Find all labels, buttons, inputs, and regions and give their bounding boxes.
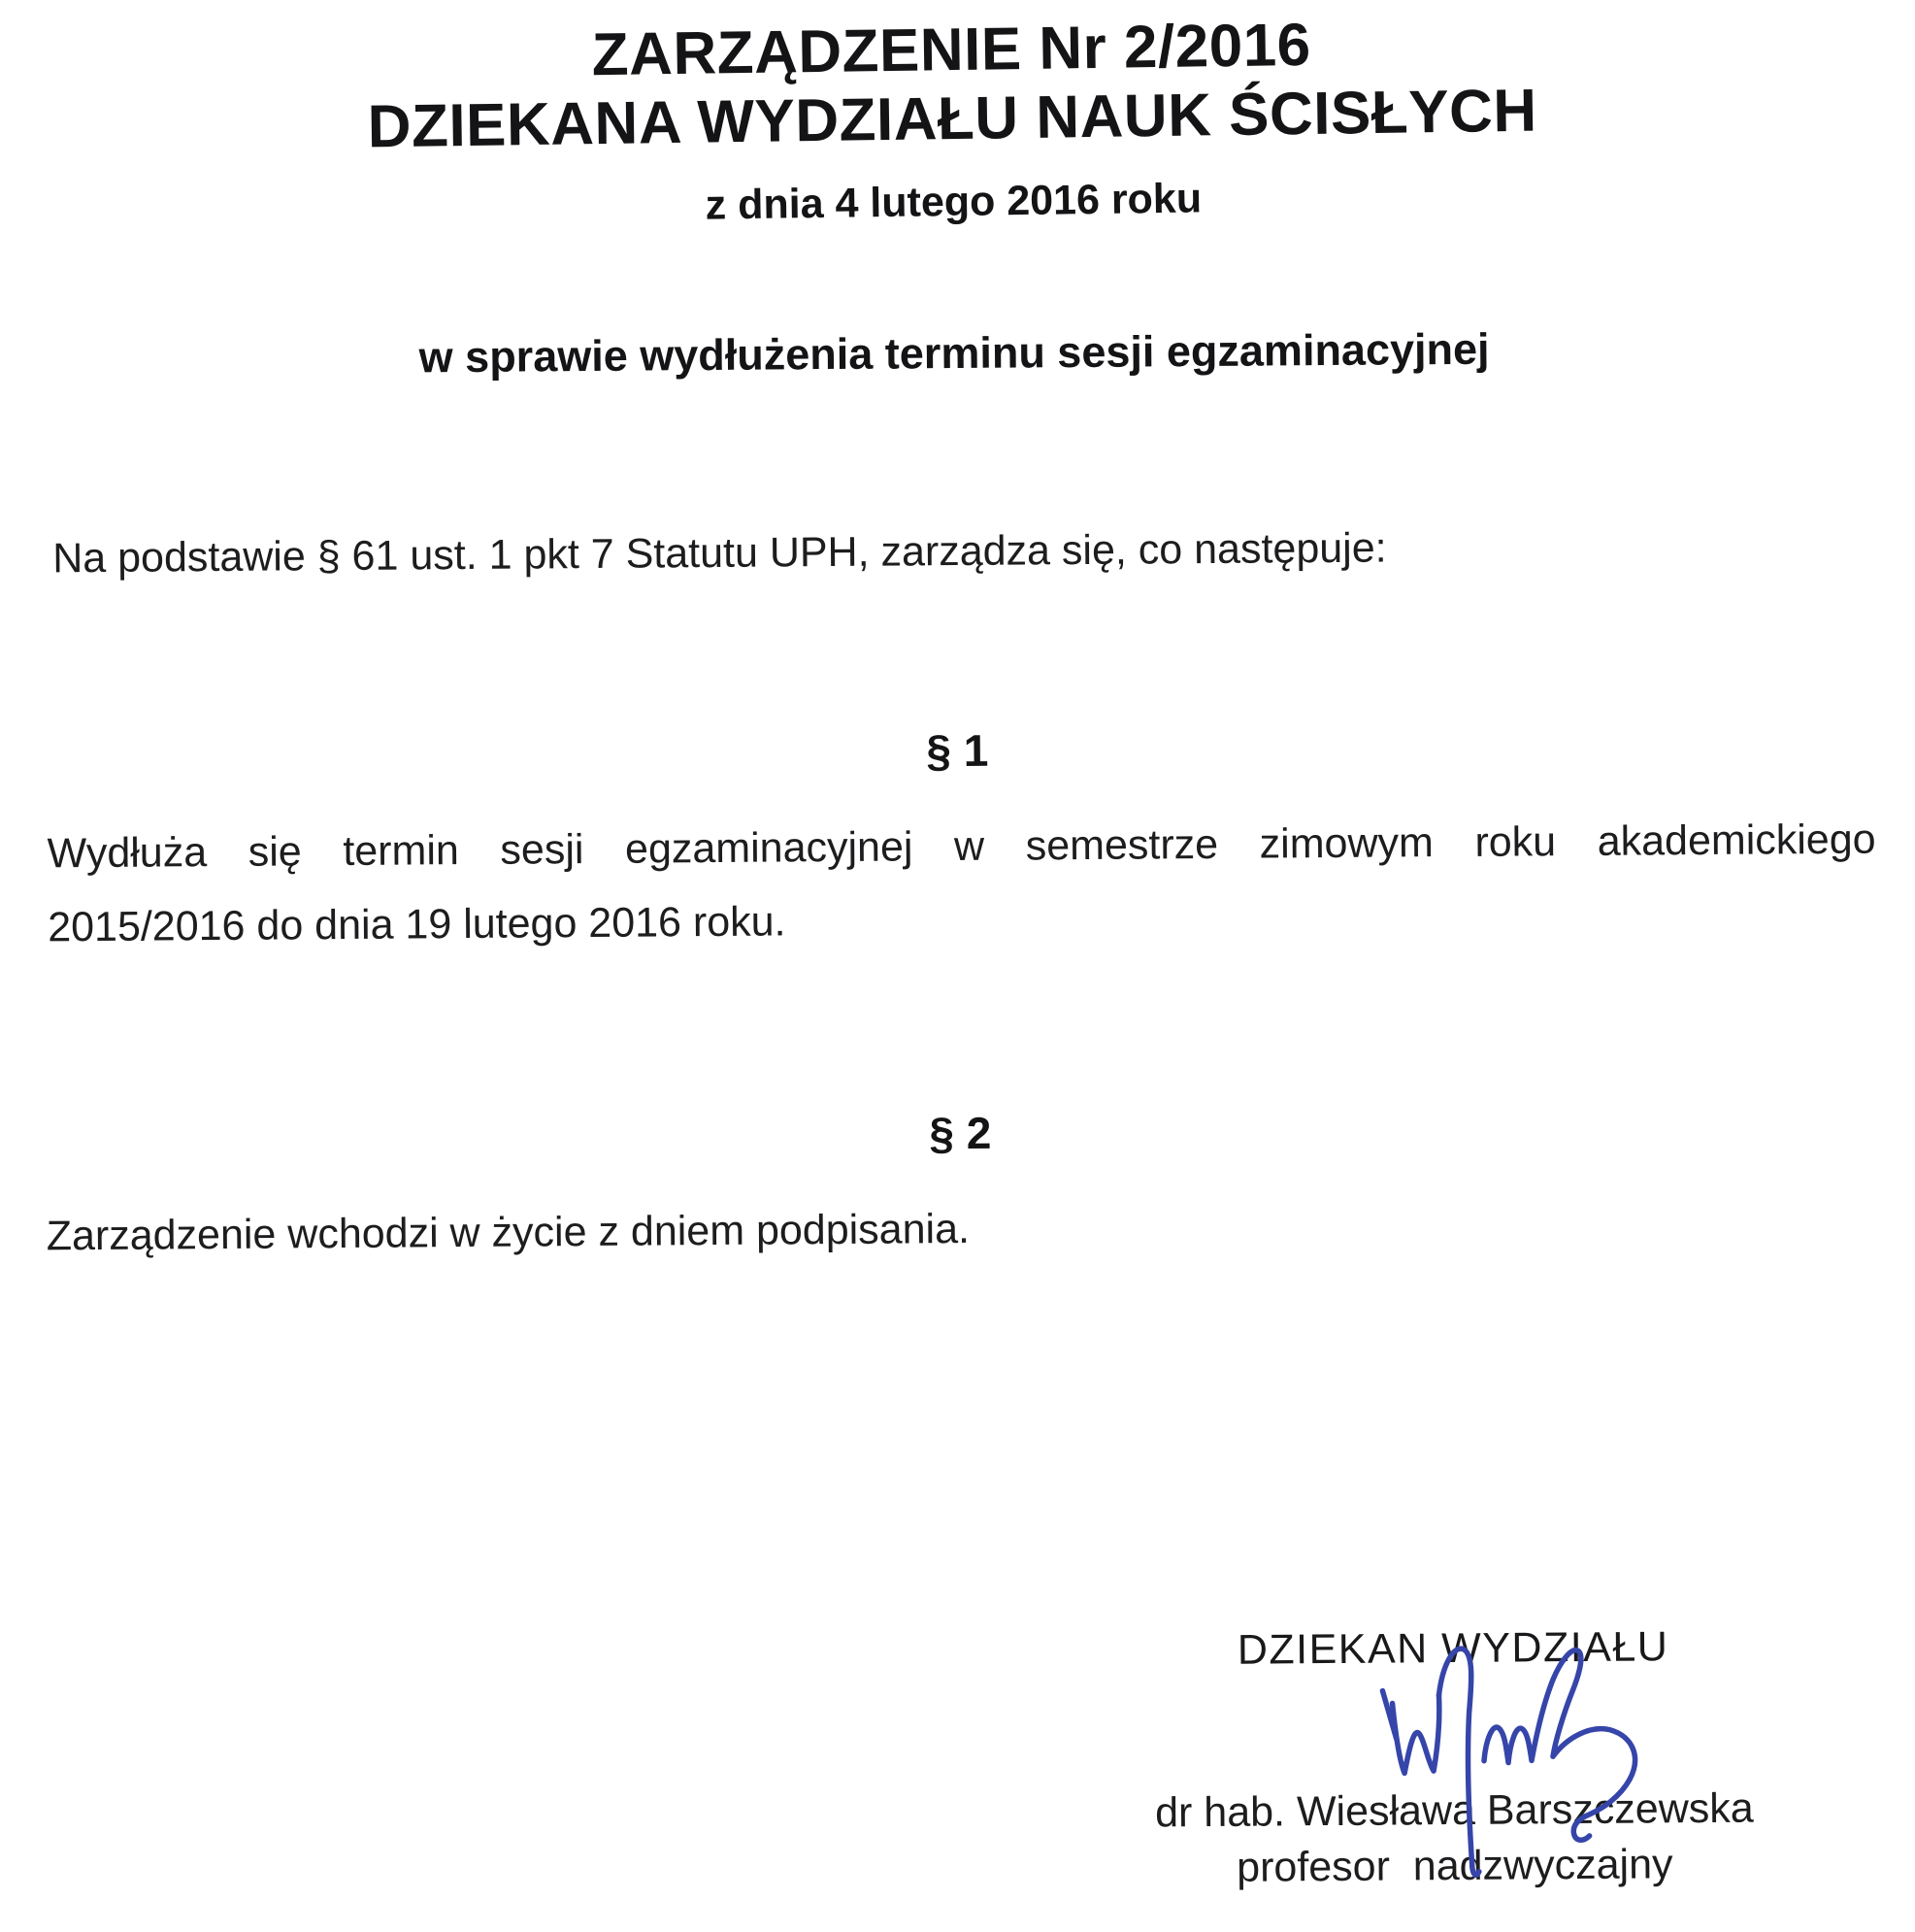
signatory-role: DZIEKAN WYDZIAŁU — [1237, 1623, 1669, 1674]
document-title-line1: ZARZĄDZENIE Nr 2/2016 — [591, 11, 1312, 89]
section-2-body-line1: Zarządzenie wchodzi w życie z dniem podpisania. — [46, 1205, 971, 1260]
document-title-line2: DZIEKANA WYDZIAŁU NAUK ŚCISŁYCH — [367, 77, 1538, 161]
document-date: z dnia 4 lutego 2016 roku — [705, 175, 1203, 229]
handwritten-signature-icon — [1369, 1633, 1673, 1889]
signatory-name: dr hab. Wiesława Barszczewska — [1154, 1784, 1754, 1837]
document-subject: w sprawie wydłużenia terminu sesji egzaminacyjnej — [418, 323, 1490, 383]
section-1-body — [47, 803, 1876, 965]
signatory-title: profesor nadzwyczajny — [1237, 1841, 1673, 1891]
section-1-body-line1: Wydłuża się termin sesji egzaminacyjnej w semestrze zimowym roku akademickiego — [47, 816, 1876, 878]
section-2-heading: § 2 — [929, 1107, 992, 1159]
section-1-heading: § 1 — [926, 724, 989, 777]
document-header — [0, 2, 1911, 240]
legal-basis-paragraph: Na podstawie § 61 ust. 1 pkt 7 Statutu UPH, zarządza się, co następuje: — [52, 524, 1387, 583]
section-2-body — [46, 1185, 1875, 1274]
section-1-body-line2: 2015/2016 do dnia 19 lutego 2016 roku. — [48, 898, 786, 951]
